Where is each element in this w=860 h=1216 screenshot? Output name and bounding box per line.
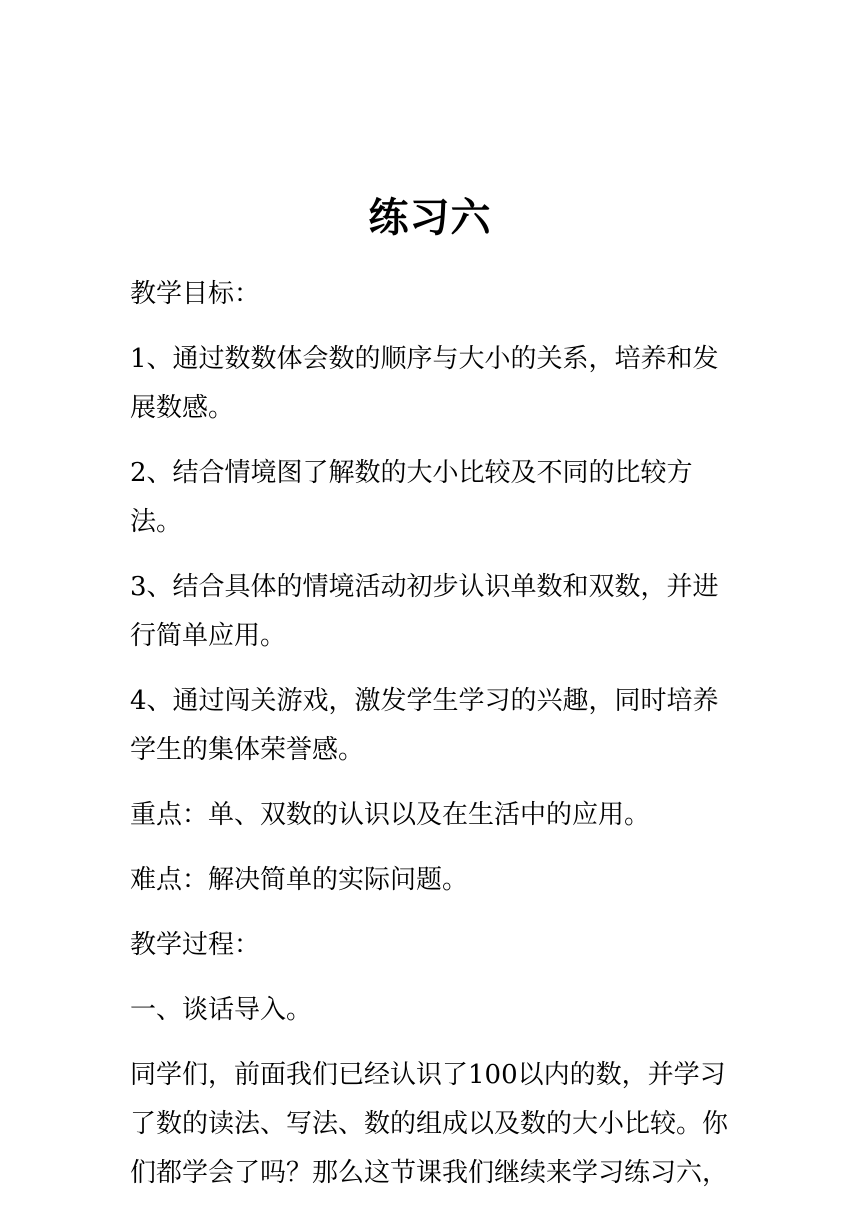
intro-paragraph: 同学们，前面我们已经认识了100以内的数，并学习了数的读法、写法、数的组成以及数的大小比较。你们都学会了吗？那么这节课我们继续来学习练习六，	[130, 1060, 729, 1188]
document-body	[130, 270, 734, 1214]
objective-item-3: 3、结合具体的情境活动初步认识单数和双数，并进行简单应用。	[130, 572, 719, 651]
key-point: 重点：单、双数的认识以及在生活中的应用。	[130, 800, 651, 830]
objective-item-2: 2、结合情境图了解数的大小比较及不同的比较方法。	[130, 458, 693, 537]
section-heading-objectives: 教学目标：	[130, 279, 261, 309]
document-title: 练习六	[368, 194, 492, 241]
process-step-1-heading: 一、谈话导入。	[130, 995, 313, 1025]
objective-item-1: 1、通过数数体会数的顺序与大小的关系，培养和发展数感。	[130, 344, 719, 423]
difficult-point: 难点：解决简单的实际问题。	[130, 865, 469, 895]
section-heading-process: 教学过程：	[130, 930, 261, 960]
objective-item-4: 4、通过闯关游戏，激发学生学习的兴趣，同时培养学生的集体荣誉感。	[130, 686, 719, 765]
